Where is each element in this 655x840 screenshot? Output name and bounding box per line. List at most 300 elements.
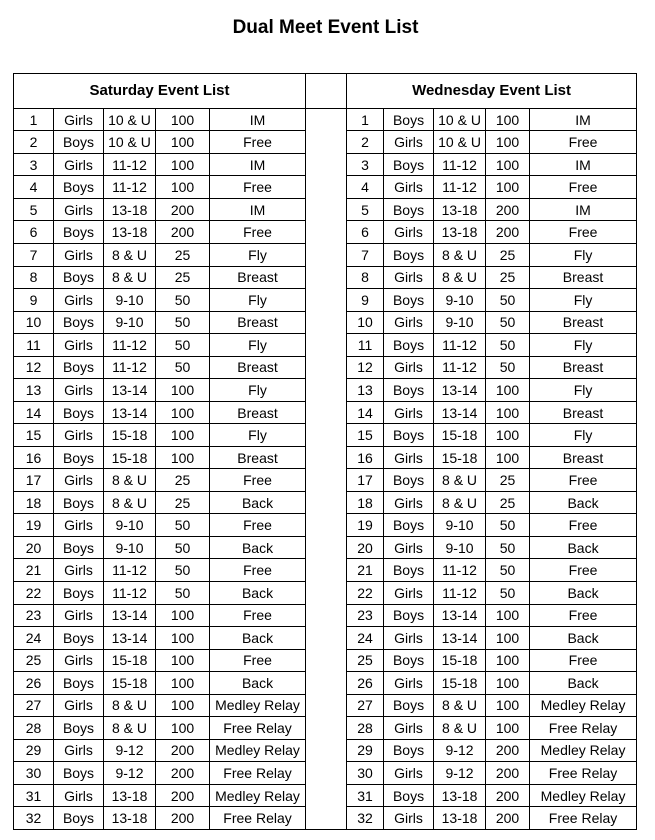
saturday-event-number: 1 <box>14 108 54 131</box>
wednesday-event-stroke: Back <box>530 672 637 695</box>
wednesday-event-gender: Boys <box>384 559 434 582</box>
wednesday-event-number: 21 <box>347 559 384 582</box>
saturday-event-distance: 50 <box>156 559 210 582</box>
wednesday-event-distance: 100 <box>486 131 530 154</box>
saturday-event-distance: 100 <box>156 424 210 447</box>
wednesday-event-age-group: 11-12 <box>434 176 486 199</box>
saturday-event-age-group: 8 & U <box>104 717 156 740</box>
saturday-event-distance: 50 <box>156 514 210 537</box>
wednesday-event-number: 18 <box>347 491 384 514</box>
saturday-event-gender: Girls <box>54 649 104 672</box>
wednesday-event-number: 31 <box>347 784 384 807</box>
wednesday-event-number: 25 <box>347 649 384 672</box>
saturday-event-number: 32 <box>14 807 54 830</box>
wednesday-event-age-group: 13-14 <box>434 604 486 627</box>
wednesday-event-age-group: 10 & U <box>434 108 486 131</box>
saturday-event-gender: Girls <box>54 153 104 176</box>
wednesday-event-stroke: Fly <box>530 289 637 312</box>
saturday-event-age-group: 9-10 <box>104 289 156 312</box>
wednesday-event-age-group: 13-14 <box>434 627 486 650</box>
wednesday-event-stroke: Free <box>530 649 637 672</box>
saturday-event-number: 9 <box>14 289 54 312</box>
saturday-event-gender: Girls <box>54 604 104 627</box>
wednesday-event-number: 30 <box>347 762 384 785</box>
saturday-event-number: 18 <box>14 491 54 514</box>
saturday-event-age-group: 9-10 <box>104 536 156 559</box>
wednesday-event-number: 7 <box>347 244 384 267</box>
wednesday-event-gender: Girls <box>384 446 434 469</box>
saturday-event-distance: 200 <box>156 221 210 244</box>
saturday-event-gender: Girls <box>54 784 104 807</box>
saturday-event-number: 29 <box>14 739 54 762</box>
wednesday-event-number: 2 <box>347 131 384 154</box>
wednesday-event-age-group: 13-18 <box>434 198 486 221</box>
wednesday-event-age-group: 15-18 <box>434 446 486 469</box>
saturday-event-number: 24 <box>14 627 54 650</box>
saturday-event-number: 2 <box>14 131 54 154</box>
wednesday-event-age-group: 10 & U <box>434 131 486 154</box>
saturday-event-gender: Boys <box>54 176 104 199</box>
saturday-event-gender: Girls <box>54 244 104 267</box>
wednesday-event-stroke: Fly <box>530 424 637 447</box>
saturday-event-gender: Boys <box>54 672 104 695</box>
wednesday-event-gender: Girls <box>384 131 434 154</box>
saturday-event-number: 25 <box>14 649 54 672</box>
event-table <box>13 73 637 830</box>
saturday-event-age-group: 15-18 <box>104 672 156 695</box>
saturday-event-age-group: 11-12 <box>104 559 156 582</box>
wednesday-header: Wednesday Event List <box>347 74 637 109</box>
wednesday-event-distance: 100 <box>486 446 530 469</box>
saturday-event-age-group: 10 & U <box>104 108 156 131</box>
saturday-event-stroke: Free <box>210 469 306 492</box>
wednesday-event-distance: 50 <box>486 514 530 537</box>
saturday-event-stroke: Fly <box>210 379 306 402</box>
saturday-event-stroke: Breast <box>210 266 306 289</box>
saturday-event-stroke: Back <box>210 672 306 695</box>
saturday-event-gender: Girls <box>54 469 104 492</box>
saturday-event-gender: Boys <box>54 266 104 289</box>
wednesday-event-stroke: Back <box>530 627 637 650</box>
saturday-event-gender: Girls <box>54 108 104 131</box>
wednesday-event-number: 24 <box>347 627 384 650</box>
saturday-event-age-group: 13-18 <box>104 221 156 244</box>
wednesday-event-gender: Boys <box>384 469 434 492</box>
wednesday-event-number: 19 <box>347 514 384 537</box>
saturday-event-number: 6 <box>14 221 54 244</box>
wednesday-event-age-group: 13-18 <box>434 784 486 807</box>
wednesday-event-distance: 100 <box>486 153 530 176</box>
wednesday-event-stroke: IM <box>530 153 637 176</box>
wednesday-event-age-group: 15-18 <box>434 424 486 447</box>
saturday-event-distance: 100 <box>156 176 210 199</box>
saturday-event-gender: Girls <box>54 334 104 357</box>
saturday-event-stroke: Back <box>210 536 306 559</box>
saturday-event-number: 3 <box>14 153 54 176</box>
saturday-event-age-group: 8 & U <box>104 266 156 289</box>
saturday-event-distance: 100 <box>156 401 210 424</box>
saturday-header: Saturday Event List <box>14 74 306 109</box>
saturday-event-distance: 100 <box>156 108 210 131</box>
wednesday-event-number: 6 <box>347 221 384 244</box>
wednesday-event-age-group: 11-12 <box>434 581 486 604</box>
wednesday-event-gender: Boys <box>384 649 434 672</box>
saturday-event-number: 4 <box>14 176 54 199</box>
saturday-event-gender: Boys <box>54 717 104 740</box>
saturday-event-stroke: Back <box>210 491 306 514</box>
saturday-event-distance: 50 <box>156 356 210 379</box>
wednesday-event-age-group: 11-12 <box>434 356 486 379</box>
wednesday-event-number: 23 <box>347 604 384 627</box>
wednesday-event-stroke: Free <box>530 559 637 582</box>
saturday-event-number: 20 <box>14 536 54 559</box>
saturday-event-stroke: Free <box>210 514 306 537</box>
wednesday-event-stroke: IM <box>530 198 637 221</box>
saturday-event-distance: 25 <box>156 244 210 267</box>
saturday-event-distance: 100 <box>156 131 210 154</box>
saturday-event-number: 26 <box>14 672 54 695</box>
saturday-event-stroke: Fly <box>210 424 306 447</box>
saturday-event-stroke: Free <box>210 604 306 627</box>
wednesday-event-age-group: 8 & U <box>434 694 486 717</box>
wednesday-event-gender: Boys <box>384 198 434 221</box>
wednesday-event-gender: Girls <box>384 221 434 244</box>
saturday-event-number: 21 <box>14 559 54 582</box>
column-gap <box>306 108 347 829</box>
saturday-event-gender: Girls <box>54 694 104 717</box>
wednesday-event-stroke: Free Relay <box>530 717 637 740</box>
saturday-event-age-group: 10 & U <box>104 131 156 154</box>
saturday-event-age-group: 13-14 <box>104 627 156 650</box>
saturday-event-distance: 200 <box>156 739 210 762</box>
wednesday-event-stroke: Free Relay <box>530 762 637 785</box>
wednesday-event-distance: 25 <box>486 266 530 289</box>
saturday-event-gender: Boys <box>54 807 104 830</box>
saturday-event-gender: Boys <box>54 131 104 154</box>
saturday-event-gender: Boys <box>54 491 104 514</box>
saturday-event-age-group: 11-12 <box>104 176 156 199</box>
saturday-event-distance: 200 <box>156 198 210 221</box>
saturday-event-age-group: 8 & U <box>104 469 156 492</box>
saturday-event-stroke: Free <box>210 221 306 244</box>
wednesday-event-number: 5 <box>347 198 384 221</box>
wednesday-event-age-group: 11-12 <box>434 334 486 357</box>
wednesday-event-age-group: 13-14 <box>434 379 486 402</box>
saturday-event-distance: 100 <box>156 694 210 717</box>
saturday-event-age-group: 8 & U <box>104 694 156 717</box>
wednesday-event-gender: Girls <box>384 176 434 199</box>
wednesday-event-gender: Boys <box>384 108 434 131</box>
wednesday-event-gender: Boys <box>384 244 434 267</box>
saturday-event-stroke: IM <box>210 108 306 131</box>
wednesday-event-age-group: 8 & U <box>434 244 486 267</box>
saturday-event-number: 27 <box>14 694 54 717</box>
wednesday-event-stroke: Breast <box>530 401 637 424</box>
saturday-event-distance: 200 <box>156 784 210 807</box>
saturday-event-stroke: Free <box>210 649 306 672</box>
saturday-event-distance: 100 <box>156 604 210 627</box>
wednesday-event-stroke: Breast <box>530 356 637 379</box>
wednesday-event-number: 16 <box>347 446 384 469</box>
wednesday-event-age-group: 8 & U <box>434 469 486 492</box>
saturday-event-stroke: Medley Relay <box>210 784 306 807</box>
saturday-event-number: 31 <box>14 784 54 807</box>
wednesday-event-number: 28 <box>347 717 384 740</box>
saturday-event-gender: Boys <box>54 401 104 424</box>
wednesday-event-gender: Girls <box>384 491 434 514</box>
wednesday-event-distance: 100 <box>486 717 530 740</box>
wednesday-event-number: 1 <box>347 108 384 131</box>
wednesday-event-age-group: 9-10 <box>434 514 486 537</box>
wednesday-event-distance: 100 <box>486 649 530 672</box>
saturday-event-distance: 100 <box>156 379 210 402</box>
saturday-event-number: 22 <box>14 581 54 604</box>
saturday-event-stroke: Medley Relay <box>210 694 306 717</box>
wednesday-event-distance: 25 <box>486 491 530 514</box>
saturday-event-gender: Girls <box>54 289 104 312</box>
wednesday-event-distance: 200 <box>486 784 530 807</box>
saturday-event-stroke: Free <box>210 131 306 154</box>
wednesday-event-number: 9 <box>347 289 384 312</box>
saturday-event-distance: 50 <box>156 536 210 559</box>
wednesday-event-gender: Girls <box>384 762 434 785</box>
wednesday-event-stroke: Medley Relay <box>530 739 637 762</box>
saturday-event-distance: 100 <box>156 649 210 672</box>
wednesday-event-distance: 50 <box>486 311 530 334</box>
wednesday-event-gender: Boys <box>384 694 434 717</box>
saturday-event-gender: Girls <box>54 514 104 537</box>
wednesday-event-distance: 50 <box>486 581 530 604</box>
wednesday-event-stroke: Free <box>530 176 637 199</box>
saturday-event-age-group: 11-12 <box>104 581 156 604</box>
saturday-event-number: 17 <box>14 469 54 492</box>
page-title: Dual Meet Event List <box>232 17 419 38</box>
saturday-event-stroke: Fly <box>210 289 306 312</box>
wednesday-event-stroke: Breast <box>530 266 637 289</box>
saturday-event-distance: 25 <box>156 266 210 289</box>
saturday-event-number: 8 <box>14 266 54 289</box>
saturday-event-distance: 100 <box>156 153 210 176</box>
wednesday-event-stroke: Fly <box>530 334 637 357</box>
wednesday-event-gender: Boys <box>384 514 434 537</box>
wednesday-event-distance: 100 <box>486 604 530 627</box>
wednesday-event-stroke: Back <box>530 581 637 604</box>
saturday-event-age-group: 13-14 <box>104 379 156 402</box>
saturday-event-distance: 100 <box>156 446 210 469</box>
saturday-event-gender: Girls <box>54 559 104 582</box>
wednesday-event-gender: Boys <box>384 739 434 762</box>
wednesday-event-stroke: Medley Relay <box>530 694 637 717</box>
saturday-event-number: 23 <box>14 604 54 627</box>
wednesday-event-number: 13 <box>347 379 384 402</box>
wednesday-event-gender: Girls <box>384 266 434 289</box>
wednesday-event-gender: Girls <box>384 672 434 695</box>
wednesday-event-age-group: 8 & U <box>434 491 486 514</box>
wednesday-event-distance: 200 <box>486 807 530 830</box>
saturday-event-number: 5 <box>14 198 54 221</box>
saturday-event-stroke: Breast <box>210 446 306 469</box>
saturday-event-gender: Boys <box>54 311 104 334</box>
wednesday-event-age-group: 11-12 <box>434 559 486 582</box>
wednesday-event-stroke: Free Relay <box>530 807 637 830</box>
wednesday-event-number: 32 <box>347 807 384 830</box>
wednesday-event-age-group: 9-10 <box>434 536 486 559</box>
saturday-event-age-group: 13-18 <box>104 198 156 221</box>
saturday-event-number: 14 <box>14 401 54 424</box>
saturday-event-distance: 50 <box>156 311 210 334</box>
saturday-event-distance: 25 <box>156 469 210 492</box>
wednesday-event-number: 4 <box>347 176 384 199</box>
wednesday-event-stroke: Back <box>530 491 637 514</box>
saturday-event-number: 16 <box>14 446 54 469</box>
wednesday-event-distance: 100 <box>486 401 530 424</box>
wednesday-event-stroke: Free <box>530 604 637 627</box>
wednesday-event-gender: Girls <box>384 536 434 559</box>
saturday-event-age-group: 15-18 <box>104 424 156 447</box>
saturday-event-gender: Boys <box>54 221 104 244</box>
wednesday-event-stroke: Fly <box>530 244 637 267</box>
wednesday-event-distance: 100 <box>486 694 530 717</box>
wednesday-event-gender: Boys <box>384 334 434 357</box>
wednesday-event-number: 15 <box>347 424 384 447</box>
wednesday-event-gender: Boys <box>384 153 434 176</box>
saturday-event-stroke: IM <box>210 153 306 176</box>
saturday-event-gender: Boys <box>54 581 104 604</box>
wednesday-event-number: 29 <box>347 739 384 762</box>
wednesday-event-gender: Girls <box>384 311 434 334</box>
wednesday-event-number: 11 <box>347 334 384 357</box>
saturday-event-gender: Boys <box>54 446 104 469</box>
wednesday-event-distance: 25 <box>486 244 530 267</box>
saturday-event-number: 12 <box>14 356 54 379</box>
wednesday-event-age-group: 13-18 <box>434 221 486 244</box>
wednesday-event-gender: Girls <box>384 356 434 379</box>
wednesday-event-age-group: 15-18 <box>434 672 486 695</box>
wednesday-event-distance: 50 <box>486 334 530 357</box>
saturday-event-age-group: 13-14 <box>104 604 156 627</box>
wednesday-event-gender: Boys <box>384 784 434 807</box>
saturday-event-age-group: 13-14 <box>104 401 156 424</box>
wednesday-event-number: 10 <box>347 311 384 334</box>
wednesday-event-stroke: Fly <box>530 379 637 402</box>
wednesday-event-gender: Girls <box>384 717 434 740</box>
saturday-event-stroke: Free <box>210 176 306 199</box>
wednesday-event-stroke: Medley Relay <box>530 784 637 807</box>
saturday-event-number: 7 <box>14 244 54 267</box>
wednesday-event-stroke: Back <box>530 536 637 559</box>
saturday-event-number: 13 <box>14 379 54 402</box>
saturday-event-age-group: 9-10 <box>104 514 156 537</box>
wednesday-event-age-group: 9-12 <box>434 762 486 785</box>
wednesday-event-distance: 100 <box>486 672 530 695</box>
saturday-event-distance: 100 <box>156 627 210 650</box>
wednesday-event-distance: 50 <box>486 559 530 582</box>
saturday-event-stroke: Fly <box>210 244 306 267</box>
wednesday-event-age-group: 15-18 <box>434 649 486 672</box>
wednesday-event-number: 17 <box>347 469 384 492</box>
saturday-event-distance: 200 <box>156 807 210 830</box>
wednesday-event-age-group: 9-12 <box>434 739 486 762</box>
wednesday-event-distance: 50 <box>486 536 530 559</box>
wednesday-event-gender: Girls <box>384 401 434 424</box>
wednesday-event-gender: Boys <box>384 289 434 312</box>
saturday-event-gender: Boys <box>54 627 104 650</box>
saturday-event-stroke: Breast <box>210 401 306 424</box>
saturday-event-age-group: 9-12 <box>104 762 156 785</box>
saturday-event-gender: Girls <box>54 379 104 402</box>
wednesday-event-age-group: 9-10 <box>434 311 486 334</box>
saturday-event-gender: Girls <box>54 198 104 221</box>
wednesday-event-age-group: 13-14 <box>434 401 486 424</box>
saturday-event-age-group: 8 & U <box>104 244 156 267</box>
saturday-event-age-group: 11-12 <box>104 356 156 379</box>
saturday-event-distance: 25 <box>156 491 210 514</box>
wednesday-event-gender: Girls <box>384 581 434 604</box>
saturday-event-distance: 50 <box>156 581 210 604</box>
wednesday-event-number: 20 <box>347 536 384 559</box>
saturday-event-distance: 100 <box>156 672 210 695</box>
wednesday-event-distance: 200 <box>486 762 530 785</box>
saturday-event-gender: Girls <box>54 739 104 762</box>
saturday-event-age-group: 9-12 <box>104 739 156 762</box>
wednesday-event-age-group: 8 & U <box>434 266 486 289</box>
wednesday-event-stroke: Free <box>530 514 637 537</box>
saturday-event-stroke: Free Relay <box>210 807 306 830</box>
saturday-event-stroke: Back <box>210 581 306 604</box>
wednesday-event-number: 22 <box>347 581 384 604</box>
saturday-event-stroke: Breast <box>210 311 306 334</box>
wednesday-event-distance: 25 <box>486 469 530 492</box>
saturday-event-gender: Girls <box>54 424 104 447</box>
saturday-event-age-group: 13-18 <box>104 784 156 807</box>
wednesday-event-distance: 100 <box>486 176 530 199</box>
saturday-event-gender: Boys <box>54 536 104 559</box>
saturday-event-distance: 100 <box>156 717 210 740</box>
saturday-event-age-group: 9-10 <box>104 311 156 334</box>
wednesday-event-distance: 100 <box>486 379 530 402</box>
saturday-event-number: 10 <box>14 311 54 334</box>
wednesday-event-gender: Boys <box>384 379 434 402</box>
wednesday-event-gender: Boys <box>384 424 434 447</box>
saturday-event-age-group: 15-18 <box>104 446 156 469</box>
saturday-event-number: 19 <box>14 514 54 537</box>
saturday-event-distance: 200 <box>156 762 210 785</box>
wednesday-event-age-group: 13-18 <box>434 807 486 830</box>
saturday-event-age-group: 13-18 <box>104 807 156 830</box>
wednesday-event-number: 3 <box>347 153 384 176</box>
column-gap <box>306 74 347 109</box>
saturday-event-gender: Boys <box>54 762 104 785</box>
wednesday-event-number: 12 <box>347 356 384 379</box>
saturday-event-number: 28 <box>14 717 54 740</box>
saturday-event-number: 15 <box>14 424 54 447</box>
wednesday-event-distance: 100 <box>486 627 530 650</box>
saturday-event-number: 11 <box>14 334 54 357</box>
saturday-event-stroke: Fly <box>210 334 306 357</box>
header-row <box>14 74 637 109</box>
wednesday-event-number: 14 <box>347 401 384 424</box>
saturday-event-stroke: Free Relay <box>210 717 306 740</box>
wednesday-event-stroke: Breast <box>530 311 637 334</box>
saturday-event-stroke: Free Relay <box>210 762 306 785</box>
wednesday-event-stroke: Free <box>530 131 637 154</box>
wednesday-event-distance: 50 <box>486 356 530 379</box>
saturday-event-distance: 50 <box>156 334 210 357</box>
wednesday-event-distance: 50 <box>486 289 530 312</box>
wednesday-event-stroke: Free <box>530 221 637 244</box>
saturday-event-stroke: Free <box>210 559 306 582</box>
wednesday-event-distance: 100 <box>486 108 530 131</box>
